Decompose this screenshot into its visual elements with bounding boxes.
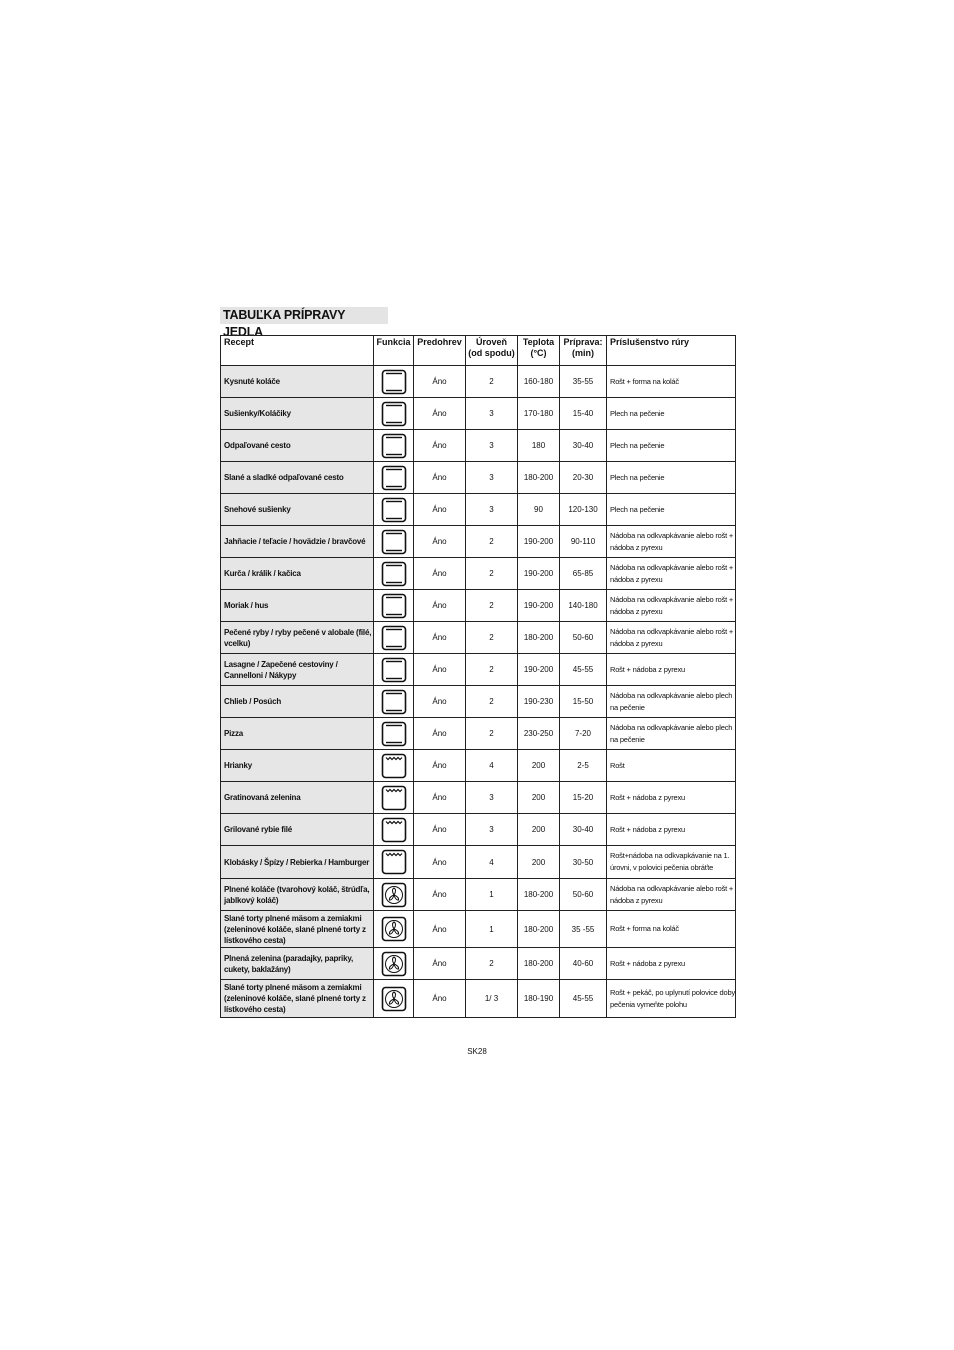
- header-recipe: [221, 336, 374, 366]
- recipe-cell: Pizza: [221, 718, 374, 750]
- function-cell: [374, 494, 414, 526]
- conventional-icon: [374, 529, 413, 555]
- page-number: SK28: [467, 1047, 487, 1056]
- accessories-cell: Nádoba na odkvapkávanie alebo plech na pečenie: [607, 718, 736, 750]
- grill-icon: [374, 785, 413, 811]
- time-cell: 65-85: [560, 558, 607, 590]
- preheat-cell: Áno: [414, 462, 466, 494]
- preheat-cell: Áno: [414, 750, 466, 782]
- header-accessories: [607, 336, 736, 366]
- preheat-cell: Áno: [414, 494, 466, 526]
- table-row: [221, 398, 736, 430]
- accessories-cell: Rošt + nádoba z pyrexu: [607, 814, 736, 846]
- function-cell: [374, 814, 414, 846]
- header-time: [560, 336, 607, 366]
- recipe-cell: Grilované rybie filé: [221, 814, 374, 846]
- table-row: [221, 686, 736, 718]
- level-cell: 2: [466, 948, 518, 980]
- header-accessories-label: Príslušenstvo rúry: [610, 337, 690, 347]
- header-time-unit: (min): [572, 348, 594, 358]
- time-cell: 15-50: [560, 686, 607, 718]
- conventional-icon: [374, 689, 413, 715]
- time-cell: 30-40: [560, 430, 607, 462]
- level-cell: 1/ 3: [466, 980, 518, 1018]
- conventional-icon: [374, 433, 413, 459]
- function-cell: [374, 526, 414, 558]
- header-function-label: Funkcia: [376, 337, 411, 347]
- accessories-cell: Nádoba na odkvapkávanie alebo rošt + nádoba z pyrexu: [607, 590, 736, 622]
- temperature-cell: 190-200: [518, 654, 560, 686]
- recipe-cell: Slané a sladké odpaľované cesto: [221, 462, 374, 494]
- temperature-cell: 190-200: [518, 526, 560, 558]
- recipe-cell: Moriak / hus: [221, 590, 374, 622]
- accessories-cell: Rošt + nádoba z pyrexu: [607, 782, 736, 814]
- temperature-cell: 190-200: [518, 590, 560, 622]
- level-cell: 2: [466, 558, 518, 590]
- header-time-label: Príprava:: [563, 337, 603, 347]
- table-row: [221, 558, 736, 590]
- function-cell: [374, 558, 414, 590]
- temperature-cell: 180-200: [518, 948, 560, 980]
- conventional-icon: [374, 369, 413, 395]
- function-cell: [374, 366, 414, 398]
- level-cell: 1: [466, 879, 518, 911]
- level-cell: 3: [466, 814, 518, 846]
- preheat-cell: Áno: [414, 948, 466, 980]
- level-cell: 4: [466, 846, 518, 879]
- temperature-cell: 200: [518, 750, 560, 782]
- time-cell: 140-180: [560, 590, 607, 622]
- header-level-label: Úroveň: [475, 337, 507, 347]
- preheat-cell: Áno: [414, 980, 466, 1018]
- page-title: TABUĽKA PRÍPRAVY JEDLA: [220, 307, 388, 324]
- level-cell: 2: [466, 590, 518, 622]
- recipe-cell: Chlieb / Posúch: [221, 686, 374, 718]
- temperature-cell: 200: [518, 782, 560, 814]
- preheat-cell: Áno: [414, 814, 466, 846]
- header-recipe-label: Recept: [224, 337, 255, 347]
- function-cell: [374, 980, 414, 1018]
- level-cell: 2: [466, 718, 518, 750]
- table-row: [221, 814, 736, 846]
- conventional-icon: [374, 593, 413, 619]
- recipe-cell: Plnené koláče (tvarohový koláč, štrúdľa, jablkový koláč): [221, 879, 374, 911]
- level-cell: 4: [466, 750, 518, 782]
- table-row: [221, 430, 736, 462]
- preheat-cell: Áno: [414, 911, 466, 948]
- table-row: [221, 718, 736, 750]
- preheat-cell: Áno: [414, 398, 466, 430]
- header-preheat: [414, 336, 466, 366]
- temperature-cell: 180-200: [518, 622, 560, 654]
- accessories-cell: Nádoba na odkvapkávanie alebo rošt + nádoba z pyrexu: [607, 526, 736, 558]
- preheat-cell: Áno: [414, 846, 466, 879]
- temperature-cell: 180-200: [518, 879, 560, 911]
- table-row: [221, 462, 736, 494]
- grill-icon: [374, 753, 413, 779]
- preheat-cell: Áno: [414, 686, 466, 718]
- time-cell: 7-20: [560, 718, 607, 750]
- temperature-cell: 200: [518, 846, 560, 879]
- temperature-cell: 230-250: [518, 718, 560, 750]
- recipe-cell: Snehové sušienky: [221, 494, 374, 526]
- temperature-cell: 180-200: [518, 462, 560, 494]
- accessories-cell: Nádoba na odkvapkávanie alebo rošt + nádoba z pyrexu: [607, 558, 736, 590]
- accessories-cell: Rošt + forma na koláč: [607, 366, 736, 398]
- time-cell: 35 -55: [560, 911, 607, 948]
- header-temperature-label: Teplota: [522, 337, 555, 347]
- accessories-cell: Rošt + pekáč, po uplynutí polovice doby pečenia vymeňte polohu: [607, 980, 736, 1018]
- accessories-cell: Plech na pečenie: [607, 398, 736, 430]
- time-cell: 45-55: [560, 654, 607, 686]
- time-cell: 50-60: [560, 622, 607, 654]
- function-cell: [374, 686, 414, 718]
- conventional-icon: [374, 497, 413, 523]
- recipe-cell: Plnená zelenina (paradajky, papriky, cukety, baklažány): [221, 948, 374, 980]
- time-cell: 15-20: [560, 782, 607, 814]
- function-cell: [374, 462, 414, 494]
- table-row: [221, 526, 736, 558]
- grill-icon: [374, 817, 413, 843]
- table-row: [221, 980, 736, 1018]
- time-cell: 2-5: [560, 750, 607, 782]
- level-cell: 2: [466, 526, 518, 558]
- accessories-cell: Rošt+nádoba na odkvapkávanie na 1. úrovni, v polovici pečenia obráťte: [607, 846, 736, 879]
- recipe-cell: Kysnuté koláče: [221, 366, 374, 398]
- table-row: [221, 750, 736, 782]
- recipe-cell: Slané torty plnené mäsom a zemiakmi (zeleninové koláče, slané plnené torty z lístkového cesta): [221, 911, 374, 948]
- level-cell: 2: [466, 622, 518, 654]
- recipe-cell: Pečené ryby / ryby pečené v alobale (filé, vcelku): [221, 622, 374, 654]
- function-cell: [374, 430, 414, 462]
- temperature-cell: 160-180: [518, 366, 560, 398]
- preheat-cell: Áno: [414, 430, 466, 462]
- level-cell: 2: [466, 654, 518, 686]
- preheat-cell: Áno: [414, 526, 466, 558]
- level-cell: 2: [466, 366, 518, 398]
- table-row: [221, 948, 736, 980]
- fan-icon: [374, 882, 413, 908]
- temperature-cell: 180: [518, 430, 560, 462]
- time-cell: 15-40: [560, 398, 607, 430]
- level-cell: 3: [466, 398, 518, 430]
- function-cell: [374, 622, 414, 654]
- accessories-cell: Rošt + nádoba z pyrexu: [607, 654, 736, 686]
- recipe-cell: Slané torty plnené mäsom a zemiakmi (zeleninové koláče, slané plnené torty z lístkového cesta): [221, 980, 374, 1018]
- grill-icon: [374, 849, 413, 875]
- function-cell: [374, 750, 414, 782]
- time-cell: 40-60: [560, 948, 607, 980]
- table-row: [221, 846, 736, 879]
- accessories-cell: Rošt + nádoba z pyrexu: [607, 948, 736, 980]
- fan-icon: [374, 916, 413, 942]
- fan-icon: [374, 986, 413, 1012]
- header-preheat-label: Predohrev: [417, 337, 462, 347]
- conventional-icon: [374, 657, 413, 683]
- temperature-cell: 190-230: [518, 686, 560, 718]
- table-row: [221, 590, 736, 622]
- function-cell: [374, 718, 414, 750]
- table-row: [221, 654, 736, 686]
- time-cell: 50-60: [560, 879, 607, 911]
- time-cell: 20-30: [560, 462, 607, 494]
- header-level: [466, 336, 518, 366]
- recipe-cell: Jahňacie / teľacie / hovädzie / bravčové: [221, 526, 374, 558]
- recipe-cell: Sušienky/Koláčiky: [221, 398, 374, 430]
- temperature-cell: 170-180: [518, 398, 560, 430]
- preheat-cell: Áno: [414, 654, 466, 686]
- function-cell: [374, 948, 414, 980]
- time-cell: 30-50: [560, 846, 607, 879]
- level-cell: 2: [466, 686, 518, 718]
- preheat-cell: Áno: [414, 782, 466, 814]
- accessories-cell: Rošt + forma na koláč: [607, 911, 736, 948]
- conventional-icon: [374, 721, 413, 747]
- cooking-table: [220, 335, 736, 1018]
- preheat-cell: Áno: [414, 622, 466, 654]
- function-cell: [374, 654, 414, 686]
- function-cell: [374, 398, 414, 430]
- preheat-cell: Áno: [414, 590, 466, 622]
- function-cell: [374, 911, 414, 948]
- recipe-cell: Kurča / králik / kačica: [221, 558, 374, 590]
- preheat-cell: Áno: [414, 558, 466, 590]
- time-cell: 120-130: [560, 494, 607, 526]
- temperature-cell: 200: [518, 814, 560, 846]
- accessories-cell: Nádoba na odkvapkávanie alebo rošt + nádoba z pyrexu: [607, 879, 736, 911]
- function-cell: [374, 879, 414, 911]
- level-cell: 3: [466, 462, 518, 494]
- preheat-cell: Áno: [414, 366, 466, 398]
- recipe-cell: Klobásky / Špízy / Rebierka / Hamburger: [221, 846, 374, 879]
- recipe-cell: Lasagne / Zapečené cestoviny / Cannelloni / Nákypy: [221, 654, 374, 686]
- table-header-row: [221, 336, 736, 366]
- temperature-cell: 180-190: [518, 980, 560, 1018]
- header-temperature-unit: (°C): [530, 348, 547, 358]
- table-row: [221, 366, 736, 398]
- conventional-icon: [374, 561, 413, 587]
- function-cell: [374, 590, 414, 622]
- table-row: [221, 879, 736, 911]
- fan-icon: [374, 951, 413, 977]
- level-cell: 3: [466, 494, 518, 526]
- function-cell: [374, 782, 414, 814]
- time-cell: 35-55: [560, 366, 607, 398]
- function-cell: [374, 846, 414, 879]
- conventional-icon: [374, 625, 413, 651]
- preheat-cell: Áno: [414, 879, 466, 911]
- temperature-cell: 190-200: [518, 558, 560, 590]
- time-cell: 30-40: [560, 814, 607, 846]
- table-row: [221, 782, 736, 814]
- accessories-cell: Nádoba na odkvapkávanie alebo plech na pečenie: [607, 686, 736, 718]
- table-row: [221, 911, 736, 948]
- recipe-cell: Hrianky: [221, 750, 374, 782]
- accessories-cell: Plech na pečenie: [607, 430, 736, 462]
- level-cell: 3: [466, 430, 518, 462]
- recipe-cell: Gratinovaná zelenina: [221, 782, 374, 814]
- preheat-cell: Áno: [414, 718, 466, 750]
- table-row: [221, 622, 736, 654]
- accessories-cell: Nádoba na odkvapkávanie alebo rošt + nádoba z pyrexu: [607, 622, 736, 654]
- header-function: [374, 336, 414, 366]
- table-body: [221, 366, 736, 1018]
- temperature-cell: 90: [518, 494, 560, 526]
- table-row: [221, 494, 736, 526]
- recipe-cell: Odpaľované cesto: [221, 430, 374, 462]
- level-cell: 1: [466, 911, 518, 948]
- time-cell: 90-110: [560, 526, 607, 558]
- accessories-cell: Rošt: [607, 750, 736, 782]
- level-cell: 3: [466, 782, 518, 814]
- temperature-cell: 180-200: [518, 911, 560, 948]
- time-cell: 45-55: [560, 980, 607, 1018]
- conventional-icon: [374, 465, 413, 491]
- conventional-icon: [374, 401, 413, 427]
- accessories-cell: Plech na pečenie: [607, 462, 736, 494]
- header-temperature: [518, 336, 560, 366]
- accessories-cell: Plech na pečenie: [607, 494, 736, 526]
- header-level-sublabel: (od spodu): [468, 348, 515, 358]
